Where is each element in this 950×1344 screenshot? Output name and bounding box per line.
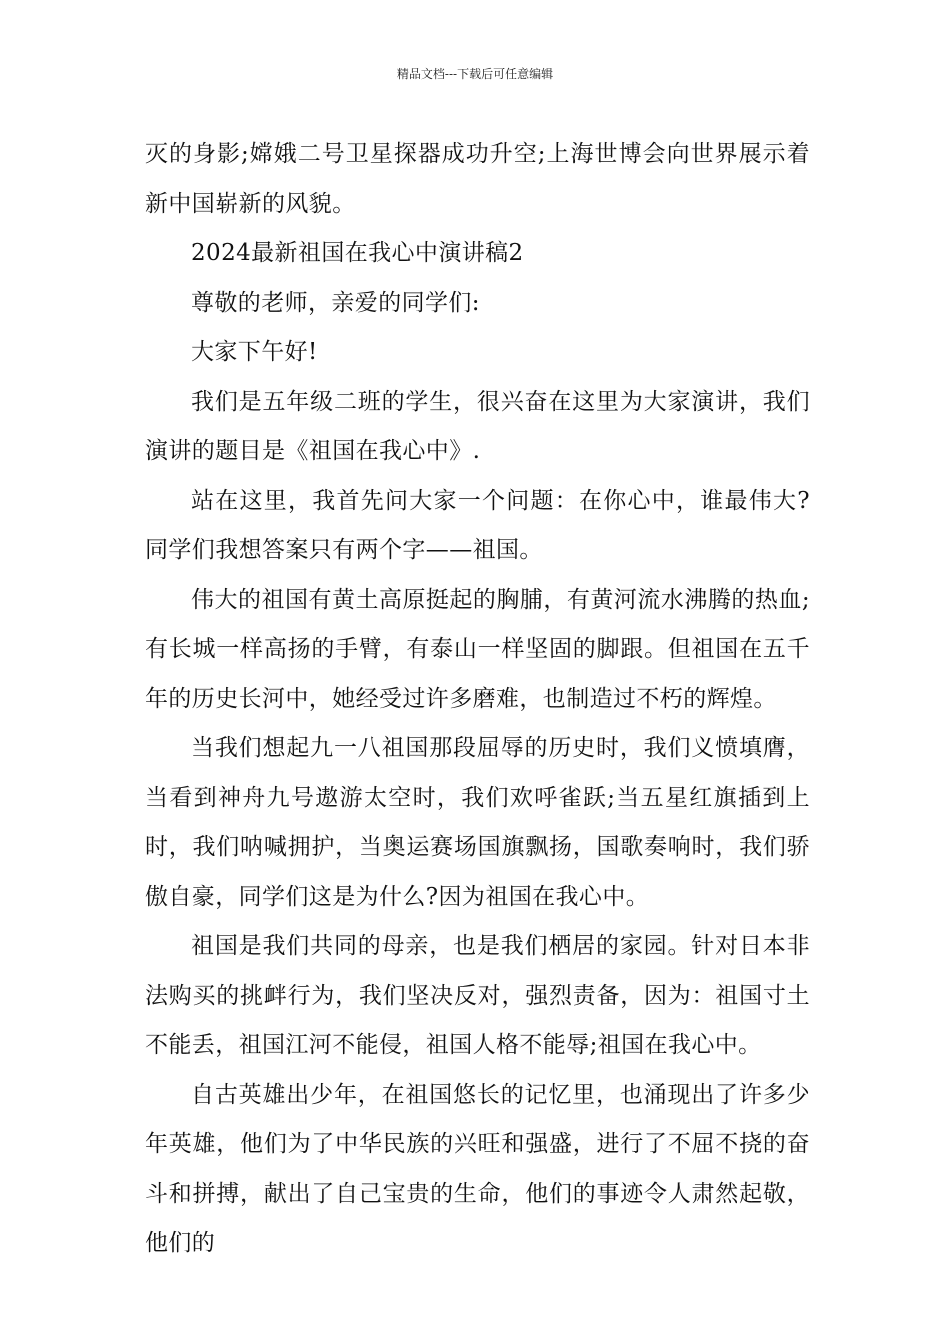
page-header: 精品文档---下载后可任意编辑 <box>396 67 554 81</box>
salutation: 尊敬的老师，亲爱的同学们: <box>191 289 480 316</box>
paragraph: 当我们想起九一八祖国那段屈辱的历史时，我们义愤填膺，当看到神舟九号遨游太空时，我们欢呼雀跃;当五星红旗插到上时，我们呐喊拥护，当奥运赛场国旗飘扬，国歌奏响时，我们骄傲自豪，同学们这是为什么?因为祖国在我心中。 <box>145 735 810 910</box>
paragraph: 站在这里，我首先问大家一个问题：在你心中，谁最伟大?同学们我想答案只有两个字——祖国。 <box>145 487 810 563</box>
greeting: 大家下午好! <box>191 339 318 365</box>
paragraph: 我们是五年级二班的学生，很兴奋在这里为大家演讲，我们演讲的题目是《祖国在我心中》. <box>145 388 810 464</box>
paragraph: 自古英雄出少年，在祖国悠长的记忆里，也涌现出了许多少年英雄，他们为了中华民族的兴旺和强盛，进行了不屈不挠的奋斗和拼搏，献出了自己宝贵的生命，他们的事迹令人肃然起敬，他们的 <box>145 1081 810 1256</box>
paragraph: 祖国是我们共同的母亲，也是我们栖居的家园。针对日本非法购买的挑衅行为，我们坚决反对，强烈责备，因为：祖国寸土不能丢，祖国江河不能侵，祖国人格不能辱;祖国在我心中。 <box>145 933 810 1058</box>
section-title: 2024最新祖国在我心中演讲稿2 <box>191 240 524 266</box>
document-body <box>145 130 810 1269</box>
paragraph-continuation: 灭的身影;嫦娥二号卫星探器成功升空;上海世博会向世界展示着新中国崭新的风貌。 <box>145 141 810 217</box>
paragraph: 伟大的祖国有黄土高原挺起的胸脯，有黄河流水沸腾的热血;有长城一样高扬的手臂，有泰山一样坚固的脚跟。但祖国在五千年的历史长河中，她经受过许多磨难，也制造过不朽的辉煌。 <box>145 586 810 712</box>
